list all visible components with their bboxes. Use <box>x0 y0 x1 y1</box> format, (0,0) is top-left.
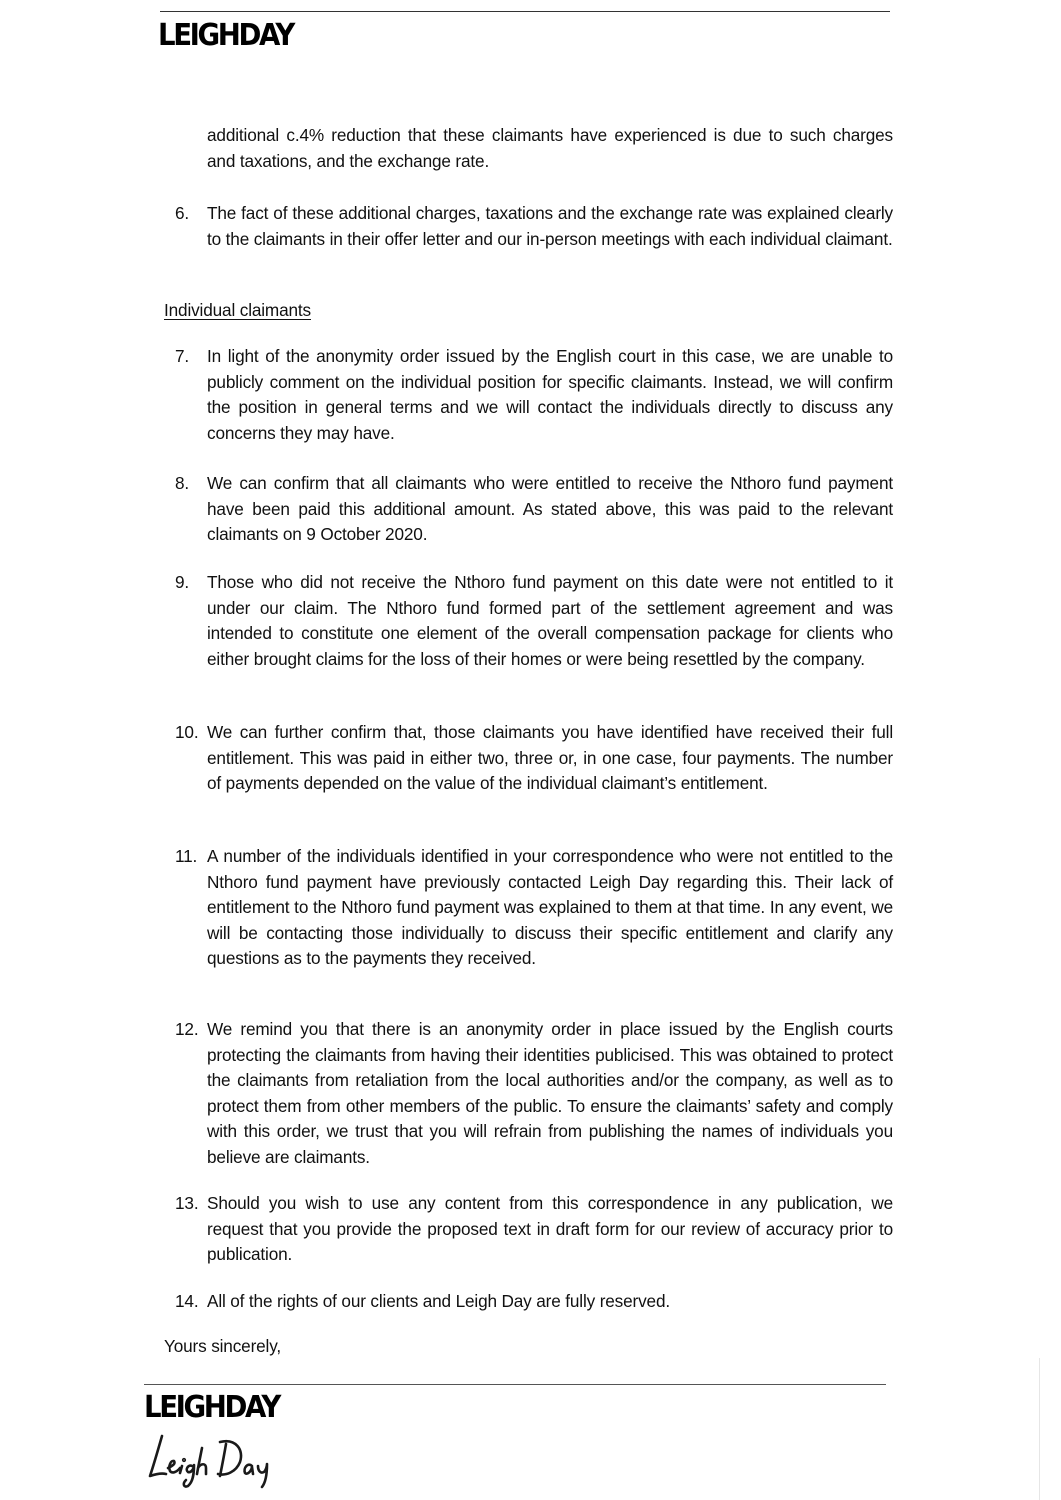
paragraph-14 <box>175 1289 893 1315</box>
paragraph-8 <box>175 471 893 548</box>
paragraph-12 <box>175 1017 893 1171</box>
paragraph-number: 14. <box>175 1291 199 1311</box>
paragraph-number: 8. <box>175 473 190 493</box>
paragraph-number: 12. <box>175 1019 199 1039</box>
paragraph-10 <box>175 720 893 797</box>
leigh-day-logo: LEIGHDAY <box>158 18 293 53</box>
page-edge <box>1039 1358 1040 1500</box>
paragraph-number: 11. <box>175 846 198 866</box>
footer-rule <box>144 1384 886 1385</box>
handwritten-signature <box>144 1430 314 1490</box>
paragraph-text: Should you wish to use any content from this correspondence in any publication, we request that you provide the proposed text in draft form for our review of accuracy prior to publication. <box>207 1193 893 1265</box>
paragraph-text: The fact of these additional charges, taxations and the exchange rate was explained clearly to the claimants in their offer letter and our in-person meetings with each individual claimant. <box>207 203 893 249</box>
closing-salutation: Yours sincerely, <box>164 1336 282 1356</box>
paragraph-13 <box>175 1191 893 1268</box>
paragraph-7 <box>175 344 893 446</box>
paragraph-number: 7. <box>175 346 190 366</box>
leigh-day-footer-logo: LEIGHDAY <box>144 1390 279 1425</box>
paragraph-11 <box>175 844 893 972</box>
header-rule <box>160 11 890 12</box>
paragraph-number: 9. <box>175 572 190 592</box>
paragraph-number: 10. <box>175 722 199 742</box>
paragraph-6 <box>175 201 893 252</box>
paragraph-text: A number of the individuals identified in your correspondence who were not entitled to the Nthoro fund payment have previously contacted Leigh Day regarding this. Their lack of entitlement to the Nthoro fund payment was explained to them at that time. In any event, we will be contacting those individually to discuss their specific entitlement and clarify any questions as to the payments they received. <box>207 846 893 969</box>
paragraph-number: 13. <box>175 1193 199 1213</box>
paragraph-9 <box>175 570 893 672</box>
paragraph-text: We can further confirm that, those claimants you have identified have received their full entitlement. This was paid in either two, three or, in one case, four payments. The number of payments depended on the value of the individual claimant’s entitlement. <box>207 722 893 794</box>
paragraph-text: In light of the anonymity order issued by the English court in this case, we are unable to publicly comment on the individual position for specific claimants. Instead, we will confirm the position in general terms and we will contact the individuals directly to discuss any concerns they may have. <box>207 346 893 443</box>
paragraph-text: We remind you that there is an anonymity order in place issued by the English courts protecting the claimants from having their identities publicised. This was obtained to protect the claimants from retaliation from the local authorities and/or the company, as well as to protect them from other members of the public. To ensure the claimants’ safety and comply with this order, we trust that you will refrain from publishing the names of individuals you believe are claimants. <box>207 1019 893 1167</box>
continuation-paragraph: additional c.4% reduction that these claimants have experienced is due to such charges and taxations, and the exchange rate. <box>207 125 893 171</box>
section-heading: Individual claimants <box>164 300 311 320</box>
paragraph-text: Those who did not receive the Nthoro fund payment on this date were not entitled to it under our claim. The Nthoro fund formed part of the settlement agreement and was intended to constitute one element of the overall compensation package for clients who either brought claims for the loss of their homes or were being resettled by the company. <box>207 572 893 669</box>
paragraph-number: 6. <box>175 203 190 223</box>
paragraph-text: All of the rights of our clients and Leigh Day are fully reserved. <box>207 1291 671 1311</box>
paragraph-text: We can confirm that all claimants who were entitled to receive the Nthoro fund payment have been paid this additional amount. As stated above, this was paid to the relevant claimants on 9 October 2020. <box>207 473 893 545</box>
